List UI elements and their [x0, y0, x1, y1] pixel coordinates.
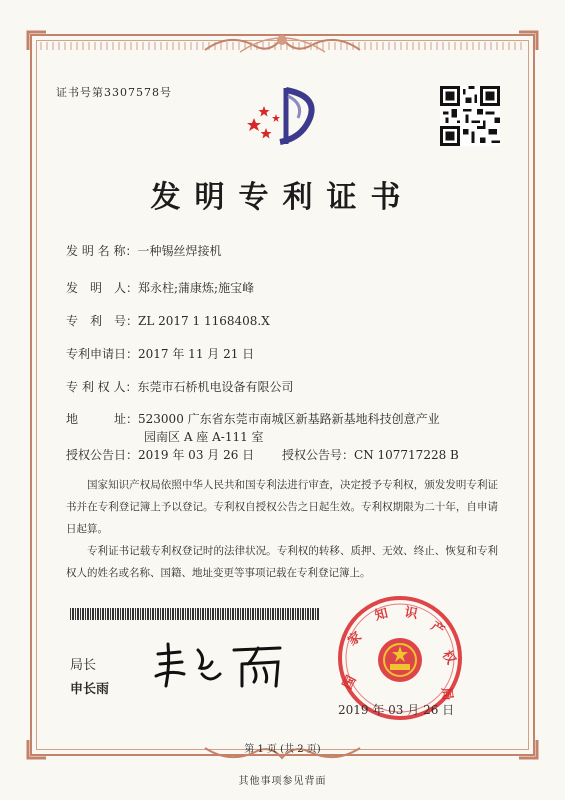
grant-statement-paragraph: 国家知识产权局依照中华人民共和国专利法进行审查，决定授予专利权，颁发发明专利证书并在专利登记簿上予以登记。专利权自授权公告之日起生效。专利权期限为二十年，自申请日起算。 — [66, 479, 498, 535]
invention-name-row — [66, 242, 221, 259]
page-number: 第 1 页 (共 2 页) — [244, 744, 321, 755]
inventor-row — [66, 279, 254, 296]
corner-ornament-tr — [517, 30, 539, 52]
svg-text:产: 产 — [427, 618, 447, 639]
svg-text:识: 识 — [403, 605, 419, 623]
svg-text:家: 家 — [345, 629, 365, 650]
address-value-line1: 523000 广东省东莞市南城区新基路新基地科技创意产业 — [138, 412, 440, 426]
top-ornament — [200, 30, 365, 56]
grant-date-row — [66, 446, 254, 463]
patentee-label: 专 利 权 人： — [66, 380, 138, 394]
director-signature-icon — [150, 640, 290, 690]
address-label: 地 址： — [66, 412, 139, 426]
director-title: 局长 — [70, 658, 97, 673]
filing-date-row — [66, 345, 254, 362]
svg-text:权: 权 — [438, 648, 459, 668]
grant-date-value: 2019 年 03 月 26 日 — [138, 448, 255, 462]
legal-status-paragraph: 专利证书记载专利权登记时的法律状况。专利权的转移、质押、无效、终止、恢复和专利权人的姓名或名称、国籍、地址变更等事项记载在专利登记簿上。 — [66, 545, 498, 579]
certificate-title: 发明专利证书 — [150, 180, 415, 215]
invention-name-label: 发 明 名 称： — [66, 244, 138, 258]
certificate-number: 证书号第3307578号 — [56, 86, 172, 99]
grant-number-row — [282, 446, 459, 463]
address-row — [66, 410, 440, 427]
patentee-value: 东莞市石桥机电设备有限公司 — [137, 380, 294, 394]
footer-note: 其他事项参见背面 — [238, 776, 327, 787]
patent-number-label: 专 利 号： — [66, 314, 139, 328]
grant-date-label: 授权公告日： — [66, 448, 139, 462]
barcode — [70, 608, 320, 620]
director-name: 申长雨 — [70, 682, 110, 697]
svg-text:局: 局 — [438, 686, 455, 702]
address-value-line2: 园南区 A 座 A-111 室 — [144, 430, 264, 444]
patentee-row — [66, 378, 293, 395]
grant-number-value: CN 107717228 B — [354, 448, 459, 462]
qr-code-icon — [440, 86, 500, 146]
inventor-value: 郑永柱;蒲康炼;施宝峰 — [138, 281, 255, 295]
filing-date-value: 2017 年 11 月 21 日 — [138, 347, 255, 361]
grant-number-label: 授权公告号： — [282, 448, 355, 462]
patent-number-value: ZL 2017 1 1168408.X — [138, 314, 270, 328]
address-row-2 — [144, 428, 264, 445]
svg-text:国: 国 — [340, 673, 360, 692]
patent-office-logo-icon — [240, 82, 330, 152]
patent-number-row — [66, 312, 270, 329]
inventor-label: 发 明 人： — [66, 281, 139, 295]
corner-ornament-tl — [26, 30, 48, 52]
invention-name-value: 一种锡丝焊接机 — [137, 244, 222, 258]
svg-text:知: 知 — [373, 606, 390, 624]
filing-date-label: 专利申请日： — [66, 347, 139, 361]
seal-date: 2019 年 03 月 26 日 — [338, 703, 455, 717]
